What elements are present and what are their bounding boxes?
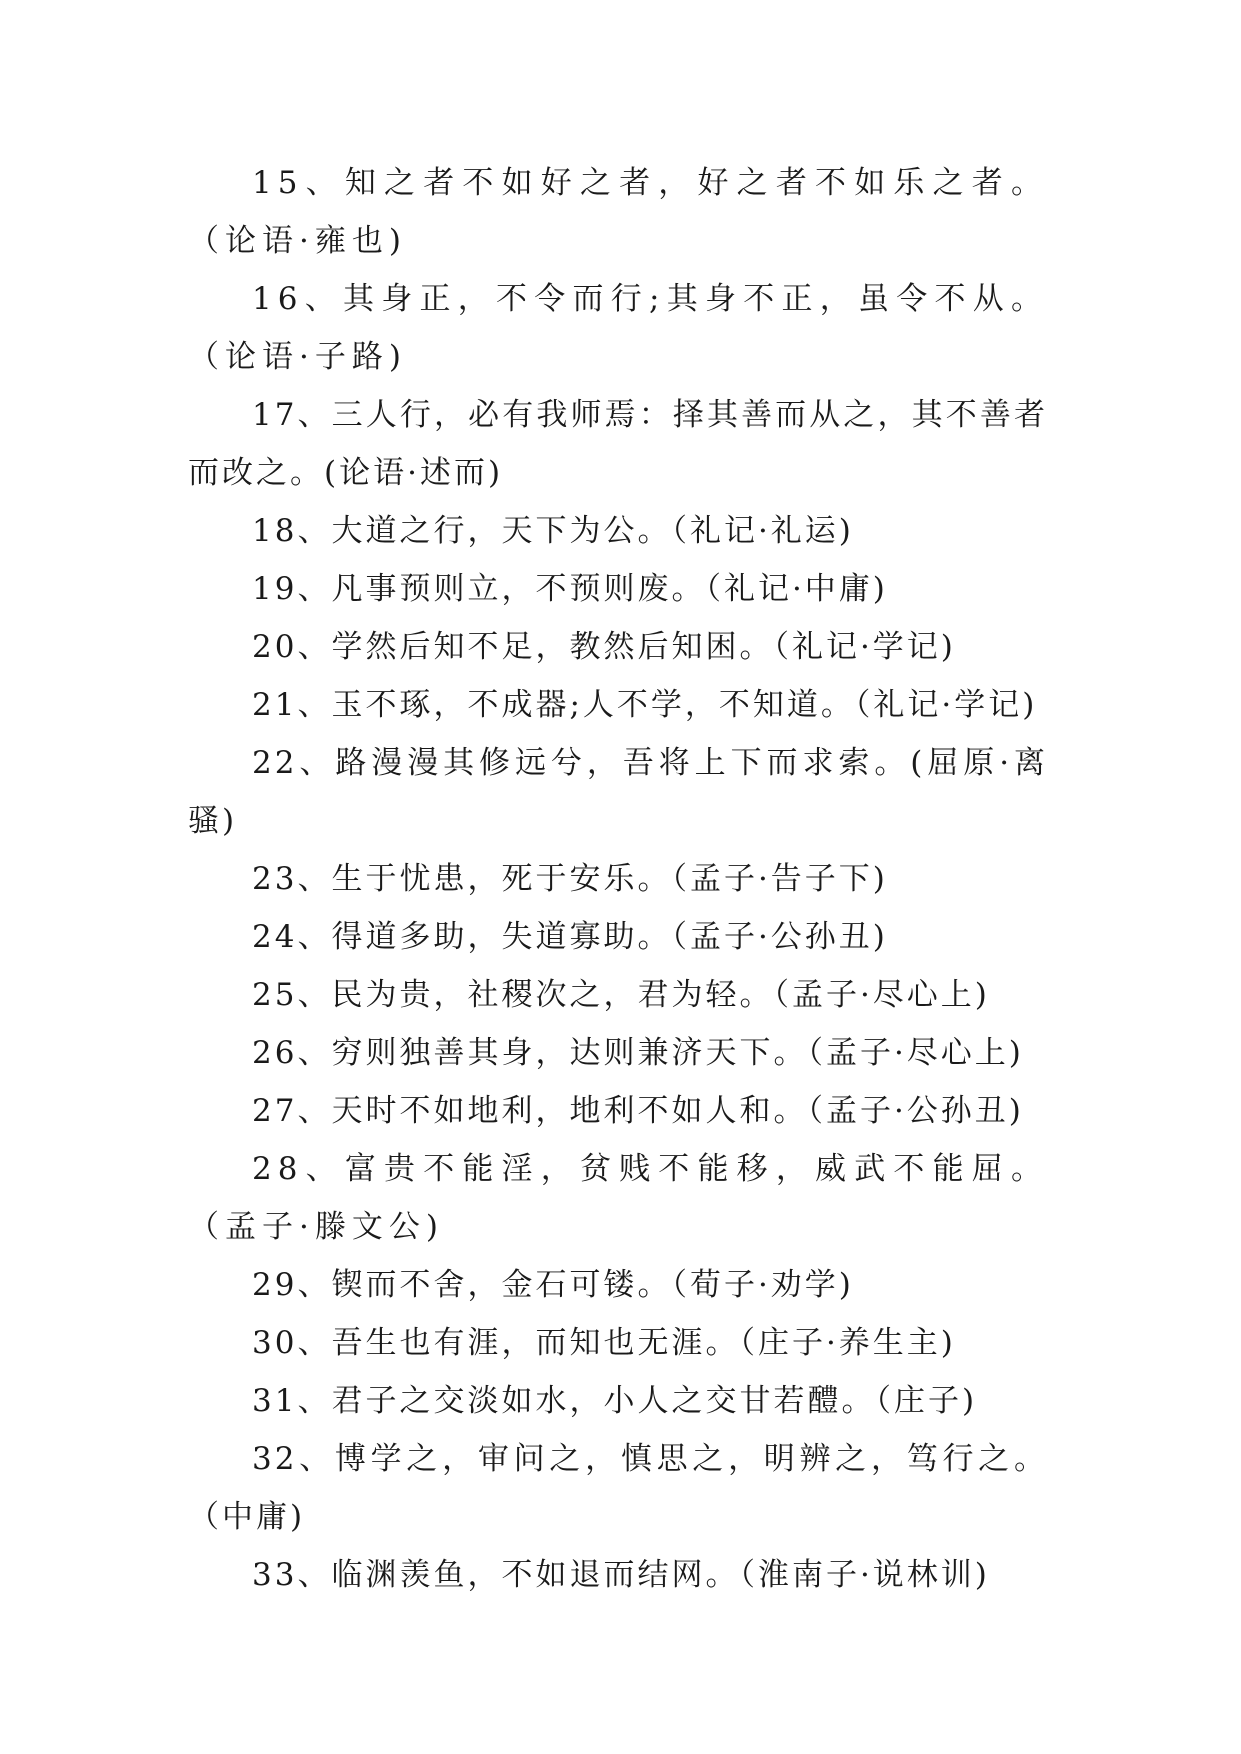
quote-entry-31: 31、君子之交淡如水，小人之交甘若醴。（庄子) (252, 1383, 978, 1419)
quote-entry-33: 33、临渊羡鱼，不如退而结网。（淮南子·说林训) (252, 1557, 990, 1593)
quote-entry-20: 20、学然后知不足，教然后知困。（礼记·学记) (252, 629, 956, 665)
quote-entry-26: 26、穷则独善其身，达则兼济天下。（孟子·尽心上) (252, 1035, 1024, 1071)
quote-entry-15: 15、知之者不如好之者，好之者不如乐之者。（论语·雍也) (188, 165, 1048, 259)
quote-entry-16: 16、其身正，不令而行;其身不正，虽令不从。（论语·子路) (188, 281, 1048, 375)
quote-entry-17: 17、三人行，必有我师焉：择其善而从之，其不善者而改之。(论语·述而) (188, 397, 1048, 491)
quote-entry-28: 28、富贵不能淫，贫贱不能移，威武不能屈。（孟子·滕文公) (188, 1151, 1048, 1245)
quote-entry-21: 21、玉不琢，不成器;人不学，不知道。（礼记·学记) (252, 687, 1038, 723)
quote-entry-30: 30、吾生也有涯，而知也无涯。（庄子·养生主) (252, 1325, 956, 1361)
quote-entry-32: 32、博学之，审问之，慎思之，明辨之，笃行之。（中庸) (188, 1441, 1048, 1535)
quote-entry-19: 19、凡事预则立，不预则废。（礼记·中庸) (252, 571, 888, 607)
quote-entry-24: 24、得道多助，失道寡助。（孟子·公孙丑) (252, 919, 888, 955)
quote-entry-22: 22、路漫漫其修远兮，吾将上下而求索。(屈原·离骚) (188, 745, 1048, 839)
quote-list (188, 154, 1048, 1604)
quote-entry-29: 29、锲而不舍，金石可镂。（荀子·劝学) (252, 1267, 854, 1303)
quote-entry-23: 23、生于忧患，死于安乐。（孟子·告子下) (252, 861, 888, 897)
quote-entry-27: 27、天时不如地利，地利不如人和。（孟子·公孙丑) (252, 1093, 1024, 1129)
quote-entry-25: 25、民为贵，社稷次之，君为轻。（孟子·尽心上) (252, 977, 990, 1013)
quote-entry-18: 18、大道之行，天下为公。（礼记·礼运) (252, 513, 854, 549)
